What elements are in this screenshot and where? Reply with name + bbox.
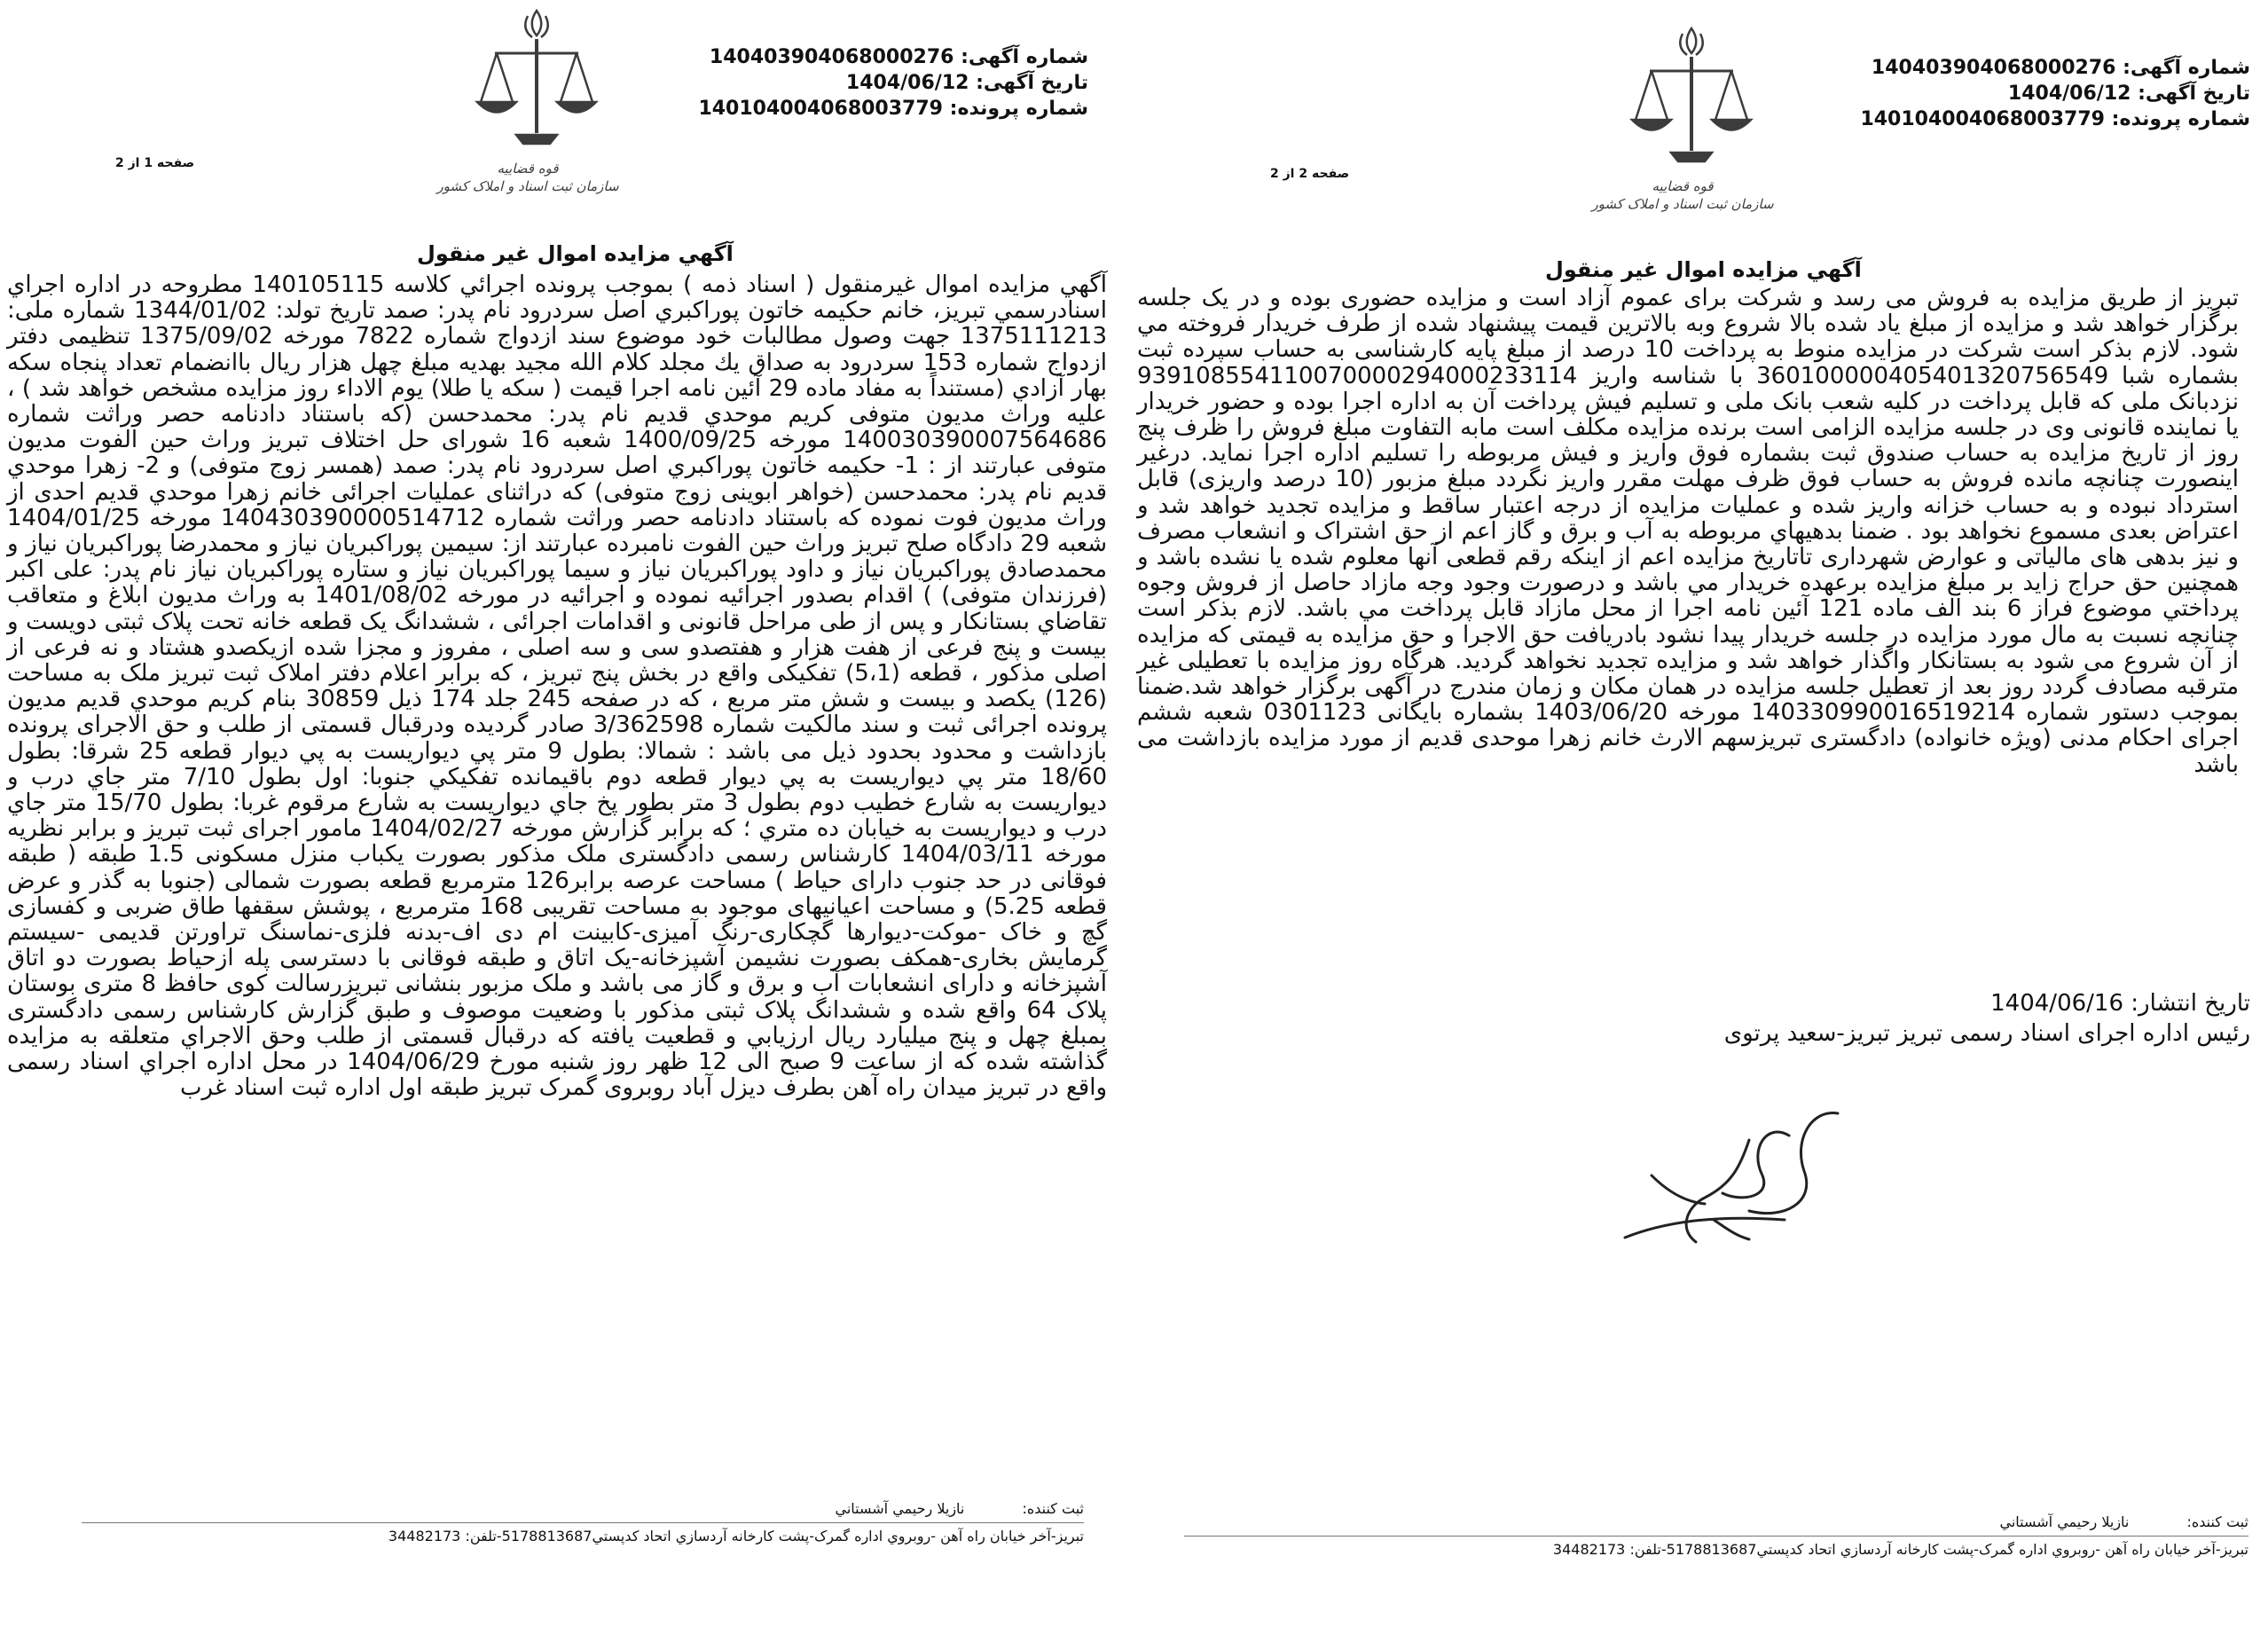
registrar-row xyxy=(1184,1513,2248,1532)
registry-address: تبريز-آخر خيابان راه آهن -روبروي اداره گمرک-پشت کارخانه آردسازي اتحاد کدپستي5178813687-تلفن: 34482173 xyxy=(388,1528,1084,1544)
emblem-caption xyxy=(1572,177,1793,213)
ad-date-label: تاریخ آگهی: xyxy=(2138,83,2250,105)
ad-paragraph: آگهي مزايده اموال غيرمنقول ( اسناد ذمه ) بموجب پرونده اجرائي كلاسه 140105115 مطروحه در اداره اجراي اسنادرسمي تبریز، خانم حکیمه خاتون پوراکبري اصل سردرود نام پدر: صمد تاریخ تولد: 1344/01/02 شماره ملی: 1375111213 جهت وصول مطالبات خود موضوع سند ازدواج شماره 7822 مورخه 1375/09/02 تنظیمی دفتر ازدواج شماره 153 سردرود به صداق يك مجلد كلام الله مجيد بهديه مبلغ چهل هزار ريال باانضمام تعداد پنجاه سكه بهار آزادي (مستنداً به مفاد ماده 29 آئين نامه اجرا قيمت ( سكه يا طلا) يوم الاداء روز مزايده مشخص خواهد شد ) ، علیه وراث مديون متوفی كريم موحدي قديم نام پدر: محمدحسن (که باستناد دادنامه حصر وراثت شماره 140030390007564686 مورخه 1400/09/25 شعبه 16 شورای حل اختلاف تبریز وراث حین الفوت مدیون متوفی عبارتند از : 1- حکیمه خاتون پوراكبري اصل سردرود نام پدر: صمد (همسر زوج متوفی) و 2- زهرا موحدي قديم نام پدر: محمدحسن (خواهر ابوینی زوج متوفی) که دراثنای عملیات اجرائی خانم زهرا موحدي قديم احدی از وراث مدیون فوت نموده که باستناد دادنامه حصر وراثت شماره 140430390000514712 مورخه 1404/01/25 شعبه 29 دادگاه صلح تبریز وراث حین الفوت نامبرده عبارتند از: سیمین پوراکبریان نیاز و محمدرضا پوراکبریان نیاز و محمدصادق پوراکبریان نیاز و داود پوراکبریان نیاز و سیما پوراکبریان نیاز و ستاره پوراکبریان نیاز نام پدر: علی اکبر (فرزندان متوفی) ) اقدام بصدور اجرائيه نموده و اجرائيه در مورخه 1401/08/02 به وراث مديون ابلاغ و متعاقب تقاضاي بستانكار و پس از طی مراحل قانونی و اقدامات اجرائی ، ششدانگ یک قطعه خانه تحت پلاک ثبتی دویست و بیست و پنج فرعی از هفت هزار و هفتصدو سی و سه اصلی ، مفروز و مجزا شده ازیکصدو هشتاد و نه فرعی از اصلی مذکور ، قطعه (5،1) تفکیکی واقع در بخش پنج تبریز ، که برابر اعلام دفتر املاک ثبت تبریز ملک به مساحت (126) یکصد و بیست و شش متر مربع ، که در صفحه 245 جلد 174 ذیل 30859 بنام کریم موحدي قديم مدیون پرونده اجرائی ثبت و سند مالکیت شماره 3/362598 صادر گردیده ودرقبال قسمتی از طلب و حق الاجرای پرونده بازداشت و محدود بحدود ذیل می باشد : شمالا: بطول 9 متر پي ديواريست به پي ديوار قطعه 25 شرقا: بطول 18/60 متر پي ديواريست به پي ديوار قطعه دوم باقيمانده تفكيكي جنوبا: اول بطول 7/10 متر جاي درب و ديواريست به شارع خطيب دوم بطول 3 متر بطور پخ جاي ديواريست به شارع مرقوم غربا: بطول 15/70 متر جاي درب و ديواريست به خيابان ده متري ؛ که برابر گزارش مورخه 1404/02/27 مامور اجرای ثبت تبریز و برابر نظریه مورخه 1404/03/11 کارشناس رسمی دادگستری ملک مذکور بصورت یکباب منزل مسکونی 1.5 طبقه ( طبقه فوقانی در حد جنوب دارای حیاط ) مساحت عرصه برابر126 مترمربع قطعه بصورت شمالی (جنوبا به گذر و عرض قطعه 5.25) و مساحت اعیانیهای موجود به مساحت تقریبی 168 مترمربع ، پوشش سقفها طاق ضربی و کفسازی گچ و خاک -موکت-دیوارها گچکاری-رنگ آمیزی-کابینت ام دی اف-بدنه فلزی-نماسنگ تراورتن قدیمی -سیستم گرمایش بخاری-همکف بصورت نشیمن آشپزخانه-یک اتاق و طبقه فوقانی با دسترسی پله ازحیاط بصورت دو اتاق آشپزخانه و دارای انشعابات آب و برق و گاز می باشد و ملک مزبور بنشانی تبریزرسالت کوی حافظ 8 متری بوستان پلاک 64 واقع شده و ششدانگ پلاک ثبتی مذکور با وضعیت موصوف و طبق گزارش کارشناس رسمی دادگستری بمبلغ چهل و پنج میلیارد ریال ارزیابي و قطعيت يافته كه درقبال قسمتی از طلب وحق الاجراي متعلقه به مزايده گذاشته شده كه از ساعت 9 صبح الی 12 ظهر روز شنبه مورخ 1404/06/29 در محل اداره اجراي اسناد رسمی واقع در تبریز میدان راه آهن بطرف دیزل آباد روبروی گمرک تبریز طبقه اول اداره ثبت اسناد غرب xyxy=(7,271,1108,1102)
emblem-caption-line1: قوه قضاییه xyxy=(1652,178,1714,194)
ad-meta xyxy=(1860,55,2250,132)
emblem-caption-line1: قوه قضاییه xyxy=(497,161,559,177)
signer: رئیس اداره اجرای اسناد رسمی تبریز تبریز-سعید پرتوی xyxy=(1723,1020,2250,1047)
page-number: صفحه 2 از 2 xyxy=(1270,167,1350,181)
case-number: 140104004068003779 xyxy=(698,98,943,120)
ad-date-row xyxy=(698,70,1088,96)
case-number-label: شماره پرونده: xyxy=(949,98,1088,120)
ad-paragraph: تبریز از طریق مزایده به فروش می رسد و شرکت برای عموم آزاد است و مزایده حضوری بوده و در یک جلسه برگزار خواهد شد و مزایده از مبلغ یاد شده بالا شروع وبه بالاترین قیمت پیشنهاد شده از طرف خریدار فروخته مي شود. لازم بذکر است شرکت در مزایده منوط به پرداخت 10 درصد از مبلغ پایه کارشناسی به حساب سپرده ثبت بشماره شبا 360100000405401320756549 با شناسه واریز 939108554110070000294000233114 نزدبانک ملی که قابل پرداخت در کلیه شعب بانک ملی و تسلیم فیش پرداخت آن به اداره اجرا بوده و حضور خریدار یا نماینده قانونی وی در جلسه مزایده الزامی است برنده مزایده مکلف است مابه التفاوت مبلغ فروش را ظرف پنج روز از تاریخ مزایده به حساب صندوق ثبت بشماره فوق واریز و فیش مربوطه را تسلیم اداره اجرا نماید. درغیر اینصورت چنانچه مانده فروش به حساب فوق ظرف مهلت مقرر واریز نگردد مبلغ مزبور (10 درصد واریزی) قابل استرداد نبوده و به حساب خزانه واریز شده و عملیات مزایده از درجه اعتبار ساقط و مزایده تجدید خواهد شد و اعتراض بعدی مسموع نخواهد بود . ضمنا بدهیهاي مربوطه به آب و برق و گاز اعم از حق اشتراک و انشعاب مصرف و نیز بدهی های مالیاتی و عوارض شهرداری تاتاریخ مزایده اعم از اینکه رقم قطعی آنها معلوم شده یا نشده باشد و همچنین حق حراج زاید بر مبلغ مزایده برعهده خریدار مي باشد و درصورت وجود وجه مازاد حاصل از فروش وجوه پرداختي موضوع فراز 6 بند الف ماده 121 آئین نامه اجرا از محل مازاد قابل پرداخت مي باشد. لازم بذکر است چنانچه نسبت به مال مورد مزایده در جلسه خریدار پیدا نشود بادریافت حق الاجرا و حق مزایده به قیمتی که مزایده از آن شروع می شود به بستانکار واگذار خواهد شد و مزایده تجدید نخواهد گردید. هرگاه روز مزایده با تعطیلی غیر مترقبه مصادف گردد روز بعد از تعطیل جلسه مزایده در همان مکان و زمان مندرج در آگهی برگزار خواهد شد.ضمنا بموجب دستور شماره 140330990016519214 مورخه 1403/06/20 بشماره بایگانی 0301123 شعبه ششم اجرای احکام مدنی (ویژه خانواده) دادگستری تبریزسهم الارث خانم زهرا موحدی قدیم از مورد مزایده بازداشت می باشد xyxy=(1137,285,2239,778)
registrar-footer xyxy=(82,1499,1084,1546)
ad-number-row xyxy=(1860,55,2250,81)
registrar-name: نازيلا رحيمي آشستاني xyxy=(835,1500,965,1517)
ad-number: 140403904068000276 xyxy=(1871,57,2116,79)
case-number-row xyxy=(698,96,1088,122)
emblem-caption-line2: سازمان ثبت اسناد و املاک کشور xyxy=(1591,196,1774,212)
case-number-row xyxy=(1860,106,2250,132)
page-number: صفحه 1 از 2 xyxy=(115,156,195,170)
ad-number-label: شماره آگهی: xyxy=(2123,57,2250,79)
page-title: آگهي مزايده اموال غير منقول xyxy=(1545,257,1862,282)
emblem-caption-line2: سازمان ثبت اسناد و املاک کشور xyxy=(436,178,619,194)
registry-address: تبريز-آخر خيابان راه آهن -روبروي اداره گمرک-پشت کارخانه آردسازي اتحاد کدپستي5178813687-تلفن: 34482173 xyxy=(1552,1541,2248,1558)
registrar-footer xyxy=(1184,1513,2248,1560)
ad-date-row xyxy=(1860,81,2250,106)
ad-date-label: تاریخ آگهی: xyxy=(976,72,1088,94)
page-1-of-2 xyxy=(0,0,1119,1627)
page-title: آگهي مزايده اموال غير منقول xyxy=(417,241,734,266)
registrar-label: ثبت کننده: xyxy=(2186,1513,2248,1530)
ad-body xyxy=(7,272,1107,1102)
emblem-caption xyxy=(417,160,639,195)
ad-number-label: شماره آگهی: xyxy=(961,46,1088,68)
publish-date: تاریخ انتشار: 1404/06/16 xyxy=(1990,990,2250,1017)
ad-date: 1404/06/12 xyxy=(2007,83,2131,105)
page-2-of-2 xyxy=(1119,0,2268,1627)
case-number: 140104004068003779 xyxy=(1860,108,2105,130)
registrar-name: نازيلا رحيمي آشستاني xyxy=(1999,1513,2130,1530)
registrar-row xyxy=(82,1499,1084,1519)
ad-number: 140403904068000276 xyxy=(709,46,954,68)
ad-date: 1404/06/12 xyxy=(845,72,969,94)
ad-number-row xyxy=(698,44,1088,70)
registrar-label: ثبت کننده: xyxy=(1022,1500,1084,1517)
ad-body xyxy=(1137,286,2239,778)
ad-meta xyxy=(698,44,1088,122)
signature-icon xyxy=(1572,1087,1856,1255)
case-number-label: شماره پرونده: xyxy=(2111,108,2250,130)
footer-divider xyxy=(82,1522,1084,1523)
footer-divider xyxy=(1184,1536,2248,1537)
